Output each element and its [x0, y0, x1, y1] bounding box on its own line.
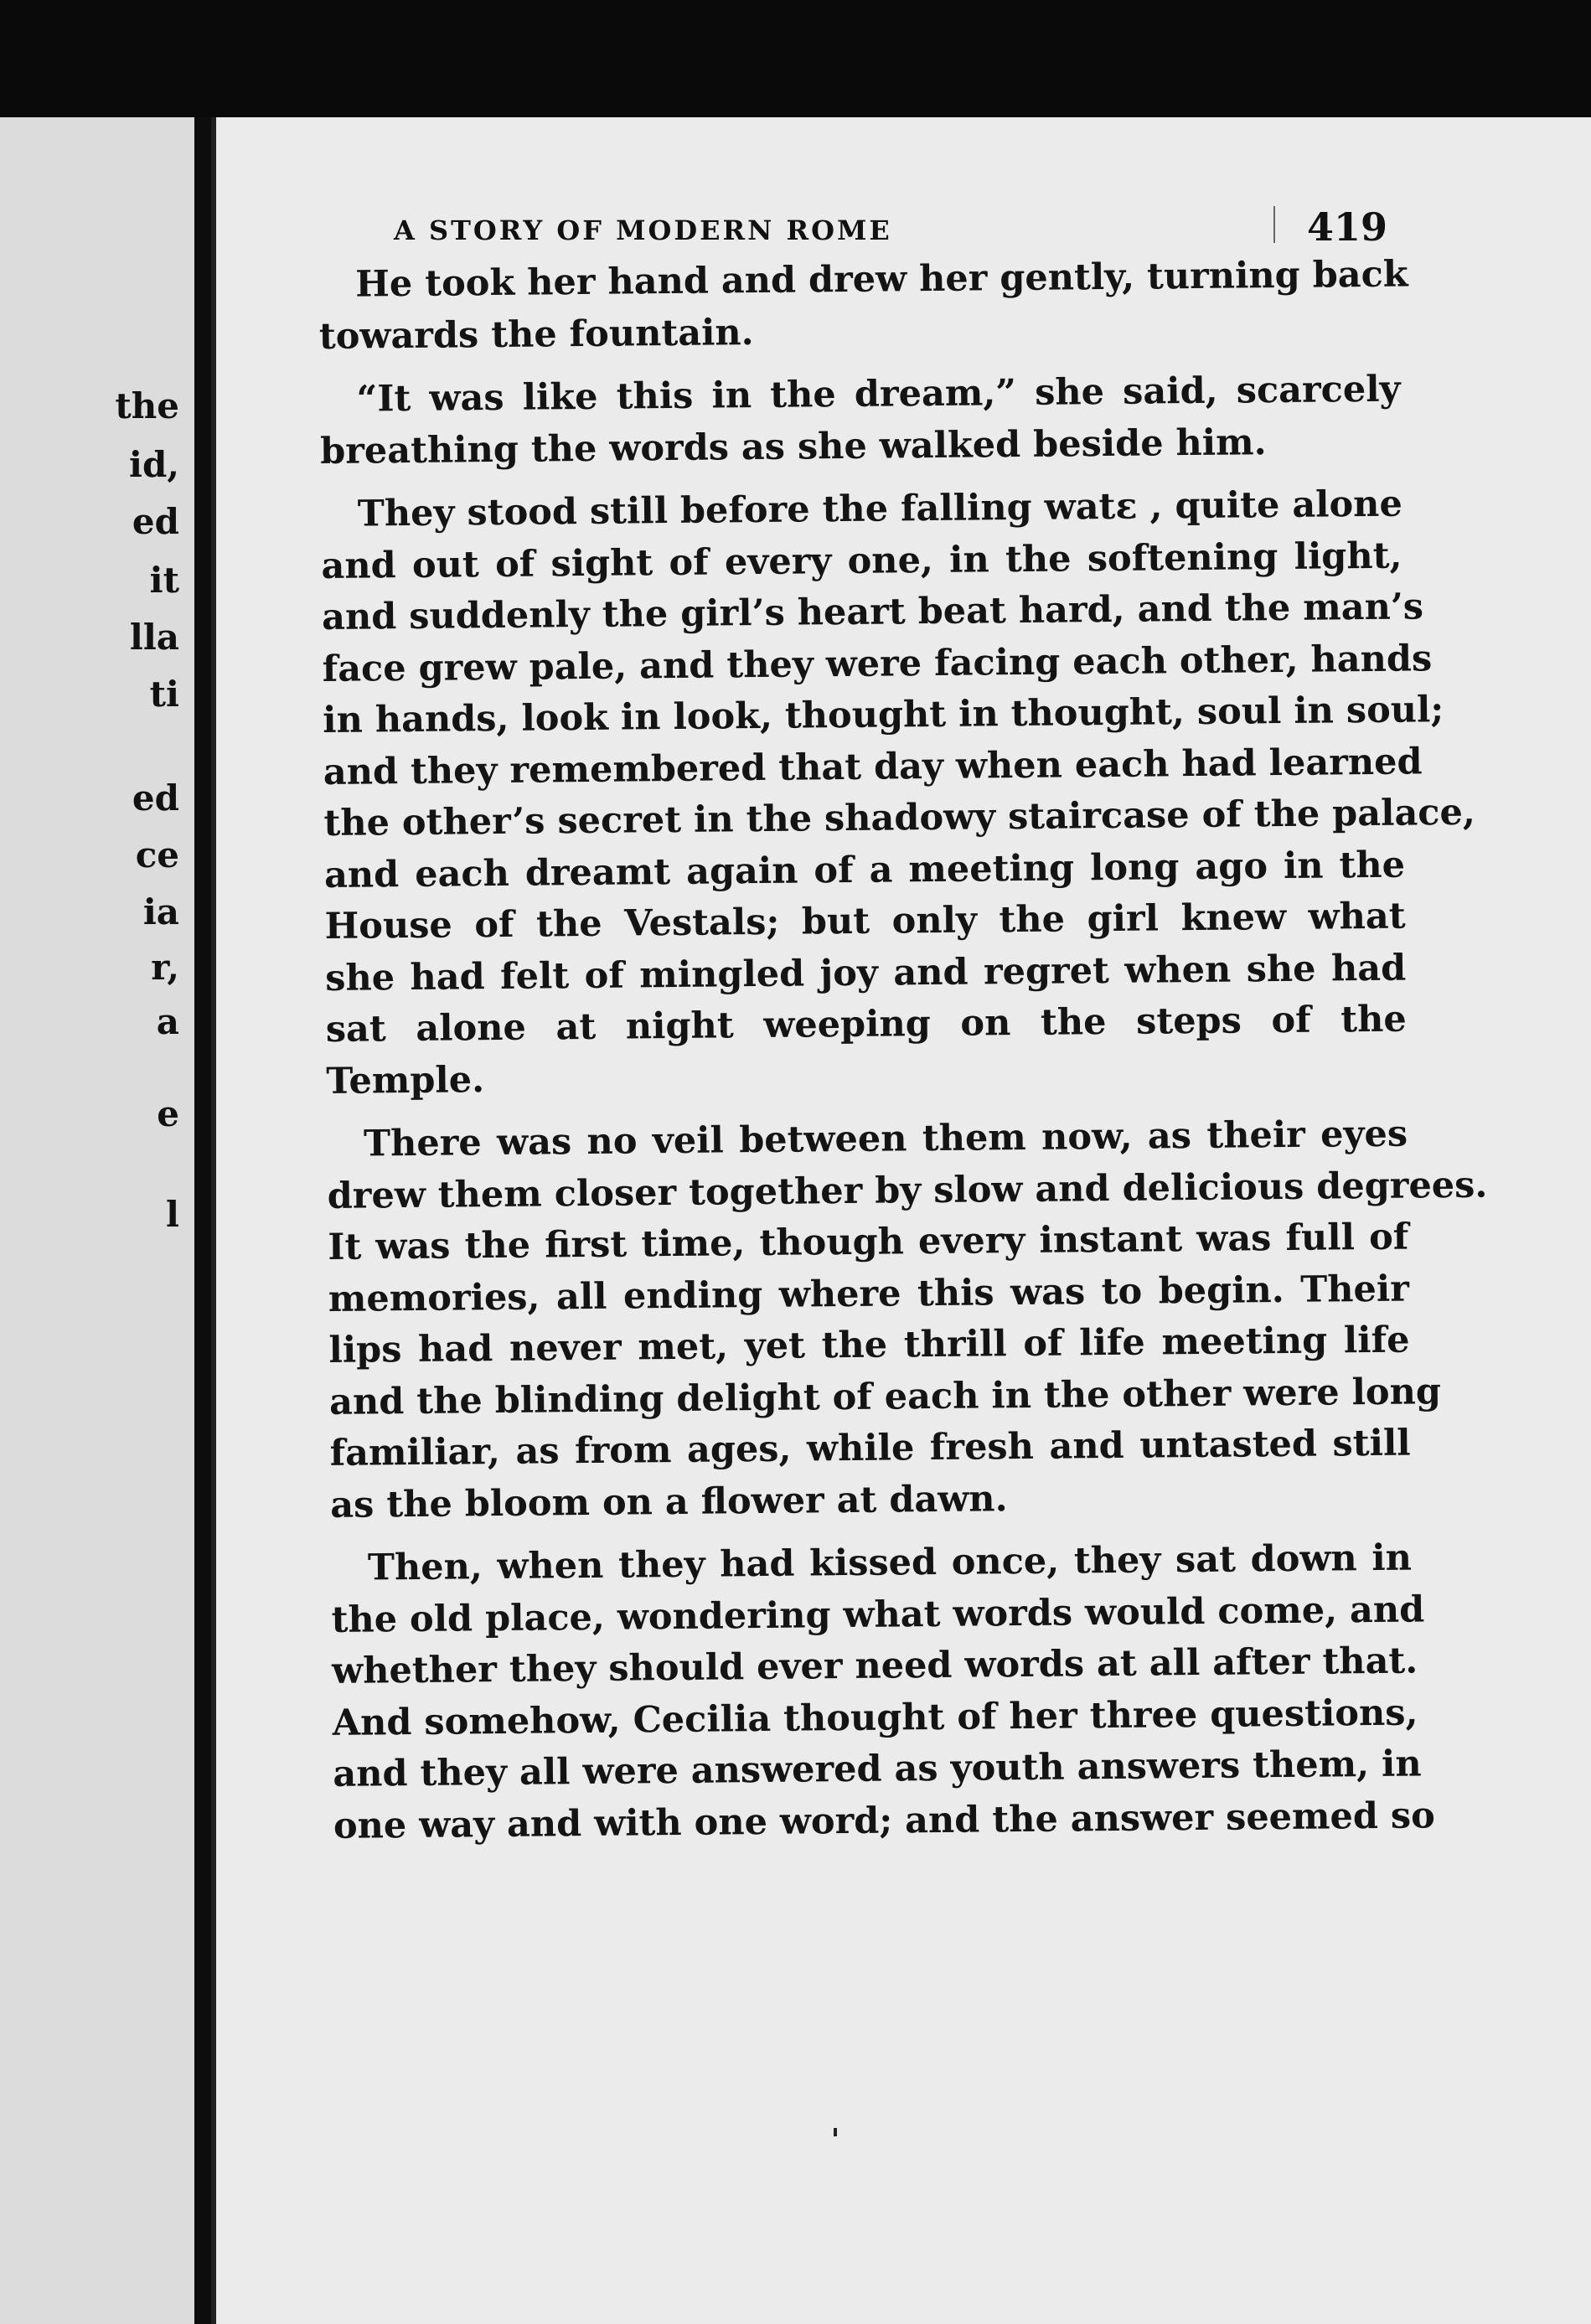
- text-line: and suddenly the girl’s heart beat hard, and the man’s: [321, 586, 1424, 638]
- left-page-fragment: the: [115, 385, 179, 426]
- text-line: Temple.: [326, 1058, 485, 1103]
- text-line: lips had never met, yet the thrill of life meeting life: [328, 1319, 1410, 1371]
- text-line: memories, all ending where this was to begin. Their: [328, 1268, 1410, 1320]
- text-line: “It was like this in the dream,” she said, scarcely: [356, 368, 1401, 421]
- text-line: He took her hand and drew her gently, turning back: [355, 253, 1408, 306]
- text-line: towards the fountain.: [318, 311, 754, 358]
- text-line: and they all were answered as youth answers them, in: [333, 1743, 1422, 1795]
- text-line: the other’s secret in the shadowy staircase of the palace,: [323, 791, 1476, 844]
- text-line: familiar, as from ages, while fresh and untasted still: [329, 1422, 1411, 1474]
- left-page-fragment: r,: [151, 947, 179, 988]
- left-page-fragment: ce: [135, 834, 179, 875]
- text-line: one way and with one word; and the answer seemed so: [333, 1794, 1436, 1847]
- previous-page-fragment: [0, 117, 194, 2324]
- running-head-title: A STORY OF MODERN ROME: [394, 214, 892, 246]
- text-line: face grew pale, and they were facing each other, hands: [322, 637, 1433, 690]
- text-line: It was the first time, though every instant was full of: [328, 1216, 1409, 1268]
- running-head-divider: [1273, 206, 1275, 243]
- left-page-fragment: id,: [129, 444, 179, 485]
- print-speck: [834, 2128, 837, 2136]
- page-number: 419: [1307, 204, 1388, 250]
- left-page-fragment: it: [149, 560, 179, 601]
- text-line: breathing the words as she walked beside him.: [319, 421, 1267, 473]
- left-page-fragment: ia: [142, 891, 179, 932]
- text-line: sat alone at night weeping on the steps of the: [325, 998, 1408, 1051]
- text-line: whether they should ever need words at all after that.: [331, 1640, 1418, 1692]
- text-line: drew them closer together by slow and delicious degrees.: [327, 1164, 1488, 1217]
- text-line: They stood still before the falling watε , quite alone: [357, 483, 1403, 535]
- text-line: she had felt of mingled joy and regret when she had: [324, 947, 1407, 999]
- left-page-fragment: lla: [129, 617, 179, 658]
- left-page-fragment: l: [166, 1194, 179, 1235]
- text-line: There was no veil between them now, as their eyes: [363, 1113, 1408, 1165]
- left-page-fragment: ed: [132, 501, 179, 542]
- left-page-fragment: e: [157, 1093, 179, 1134]
- text-line: in hands, look in look, thought in thought, soul in soul;: [323, 689, 1444, 741]
- text-line: as the bloom on a flower at dawn.: [330, 1477, 1008, 1526]
- body-text: [318, 250, 1488, 1852]
- left-page-fragment: ed: [132, 777, 179, 819]
- text-line: and the blinding delight of each in the other were long: [328, 1370, 1442, 1423]
- book-gutter: [194, 117, 211, 2324]
- text-line: and they remembered that day when each had learned: [323, 740, 1423, 793]
- text-line: Then, when they had kissed once, they sat down in: [367, 1536, 1413, 1589]
- text-line: And somehow, Cecilia thought of her three questions,: [332, 1691, 1418, 1744]
- text-line: House of the Vestals; but only the girl knew what: [324, 895, 1406, 948]
- left-page-fragment: a: [156, 1001, 179, 1042]
- left-page-fragment: ti: [149, 674, 179, 715]
- text-line: the old place, wondering what words would come, and: [331, 1588, 1425, 1641]
- text-line: and each dreamt again of a meeting long ago in the: [323, 844, 1406, 896]
- text-line: and out of sight of every one, in the softening light,: [321, 535, 1402, 587]
